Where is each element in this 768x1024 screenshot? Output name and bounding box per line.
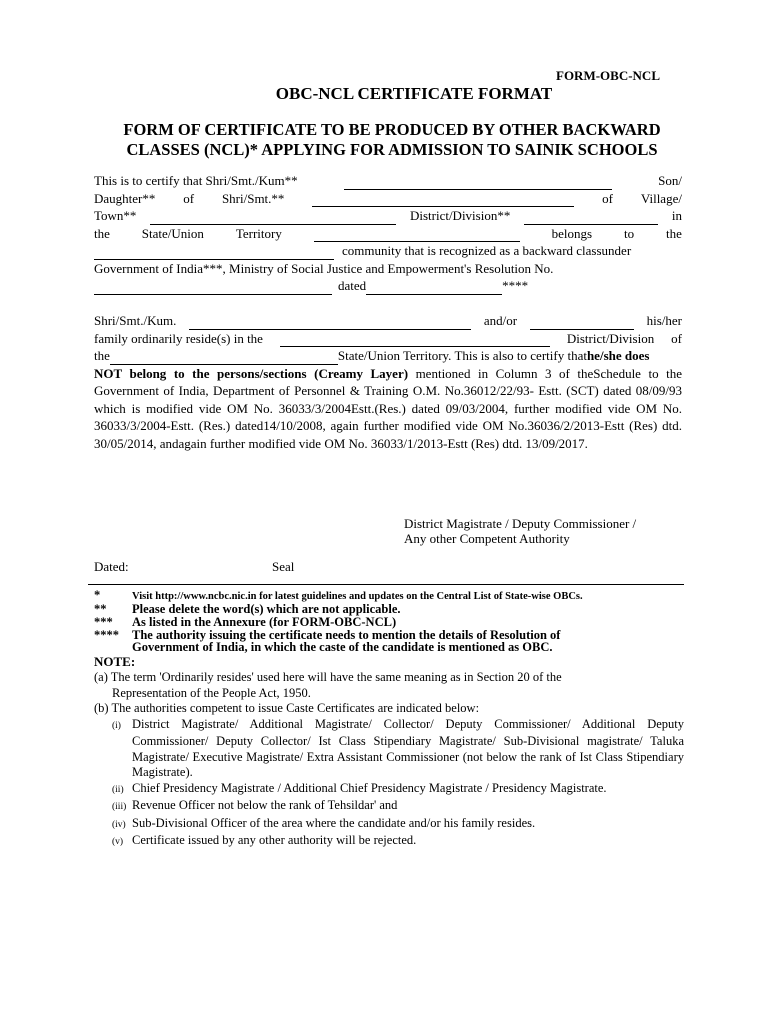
footnote-2: ** Please delete the word(s) which are not applicable. [94,602,401,616]
seal-label: Seal [272,559,295,574]
family-member-blank[interactable] [530,317,634,330]
name-blank[interactable] [344,177,612,190]
main-title: FORM OF CERTIFICATE TO BE PRODUCED BY OTHER BACKWARD CLASSES (NCL)* APPLYING FOR ADMISSION TO SAINIK SCHOOLS [123,120,661,159]
town-blank[interactable] [150,212,396,225]
community-blank[interactable] [94,247,334,260]
authority-item: (i) District Magistrate/ Additional Magistrate/ Collector/ Deputy Commissioner/ Additional Deputy Commissioner/ Deputy Collector/ Ist Class Stipendiary Magistrate/ Sub-Divisional magistrate/ Taluka Magistrate/ Executive Magistrate/ Extra Assistant Commissioner (not below the rank of Ist Class Stipendiary Magistrate). [112,716,684,779]
resolution-no-blank[interactable] [94,282,332,295]
para1-line-4: the State/Union Territory belongs to the [94,225,682,241]
certificate-paragraph-2 [94,312,682,452]
authority-item: (ii) Chief Presidency Magistrate / Additional Chief Presidency Magistrate / Presidency Magistrate. [112,780,607,795]
para2-line-3: the State/Union Territory. This is also to certify that he/she does [94,348,650,363]
para1-line-1: This is to certify that Shri/Smt./Kum** Son/ [94,173,682,188]
note-heading: NOTE: [94,654,136,669]
notes-list [94,670,684,851]
resolution-date-blank[interactable] [366,282,502,295]
para1-line-6: Government of India***, Ministry of Social Justice and Empowerment's Resolution No. [94,260,554,276]
footnote-3: *** As listed in the Annexure (for FORM-OBC-NCL) [94,615,397,629]
residence-state-blank[interactable] [110,352,338,365]
para2-line-2: family ordinarily reside(s) in the District/Division of [94,330,682,346]
footnote-4: **** The authority issuing the certificate needs to mention the details of Resolution of Government of India, in which the caste of the candidate is mentioned as OBC. [94,628,561,654]
para2-line-1: Shri/Smt./Kum. and/or his/her [94,313,682,328]
applicant-name-blank[interactable] [189,317,471,330]
para1-line-2: Daughter** of Shri/Smt.** of Village/ [94,190,682,206]
format-title: OBC-NCL CERTIFICATE FORMAT [275,84,553,103]
parent-name-blank[interactable] [312,194,574,207]
para1-line-5: community that is recognized as a backward classunder [94,242,682,260]
residence-blank[interactable] [280,334,550,347]
state-blank[interactable] [314,229,520,242]
para1-line-7: dated **** [94,277,682,295]
note-b: (b) The authorities competent to issue Caste Certificates are indicated below: [94,701,480,715]
form-code: FORM-OBC-NCL [556,68,660,83]
certificate-paragraph-1 [94,172,682,295]
note-a: (a) The term 'Ordinarily resides' used here will have the same meaning as in Section 20 of the [94,670,562,684]
dated-label: Dated: [94,559,129,574]
footnote-divider [88,584,684,585]
authority-item: (iv) Sub-Divisional Officer of the area where the candidate and/or his family resides. [112,815,536,830]
authority-item: (iii) Revenue Officer not below the rank of Tehsildar' and [112,798,398,812]
note-a-cont: Representation of the People Act, 1950. [112,685,311,700]
signatory-block: District Magistrate / Deputy Commissioner / Any other Competent Authority [404,516,637,546]
authority-item: (v) Certificate issued by any other authority will be rejected. [112,833,417,847]
district-blank[interactable] [524,212,658,225]
para1-line-3: Town** District/Division** in [94,208,682,223]
footnote-1: * Visit http://www.ncbc.nic.in for latest guidelines and updates on the Central List of State-wise OBCs. [94,588,583,602]
para2-body: NOT belong to the persons/sections (Creamy Layer) mentioned in Column 3 of theSchedule to the Government of India, Department of Personnel & Training O.M. No.36012/22/93- Estt. (SCT) dated 08/09/93 which is modified vide OM No. 36033/3/2004Estt.(Res.) dated 09/03/2004, further modified vide OM No. 36033/3/2004-Estt. (Res.) dated14/10/2008, again further modified vide OM No.36036/2/2013-Estt (Res) dtd. 30/05/2014, andagain further modified vide OM No. 36033/1/2013-Estt (Res) dtd. 13/09/2017. [94,365,682,451]
